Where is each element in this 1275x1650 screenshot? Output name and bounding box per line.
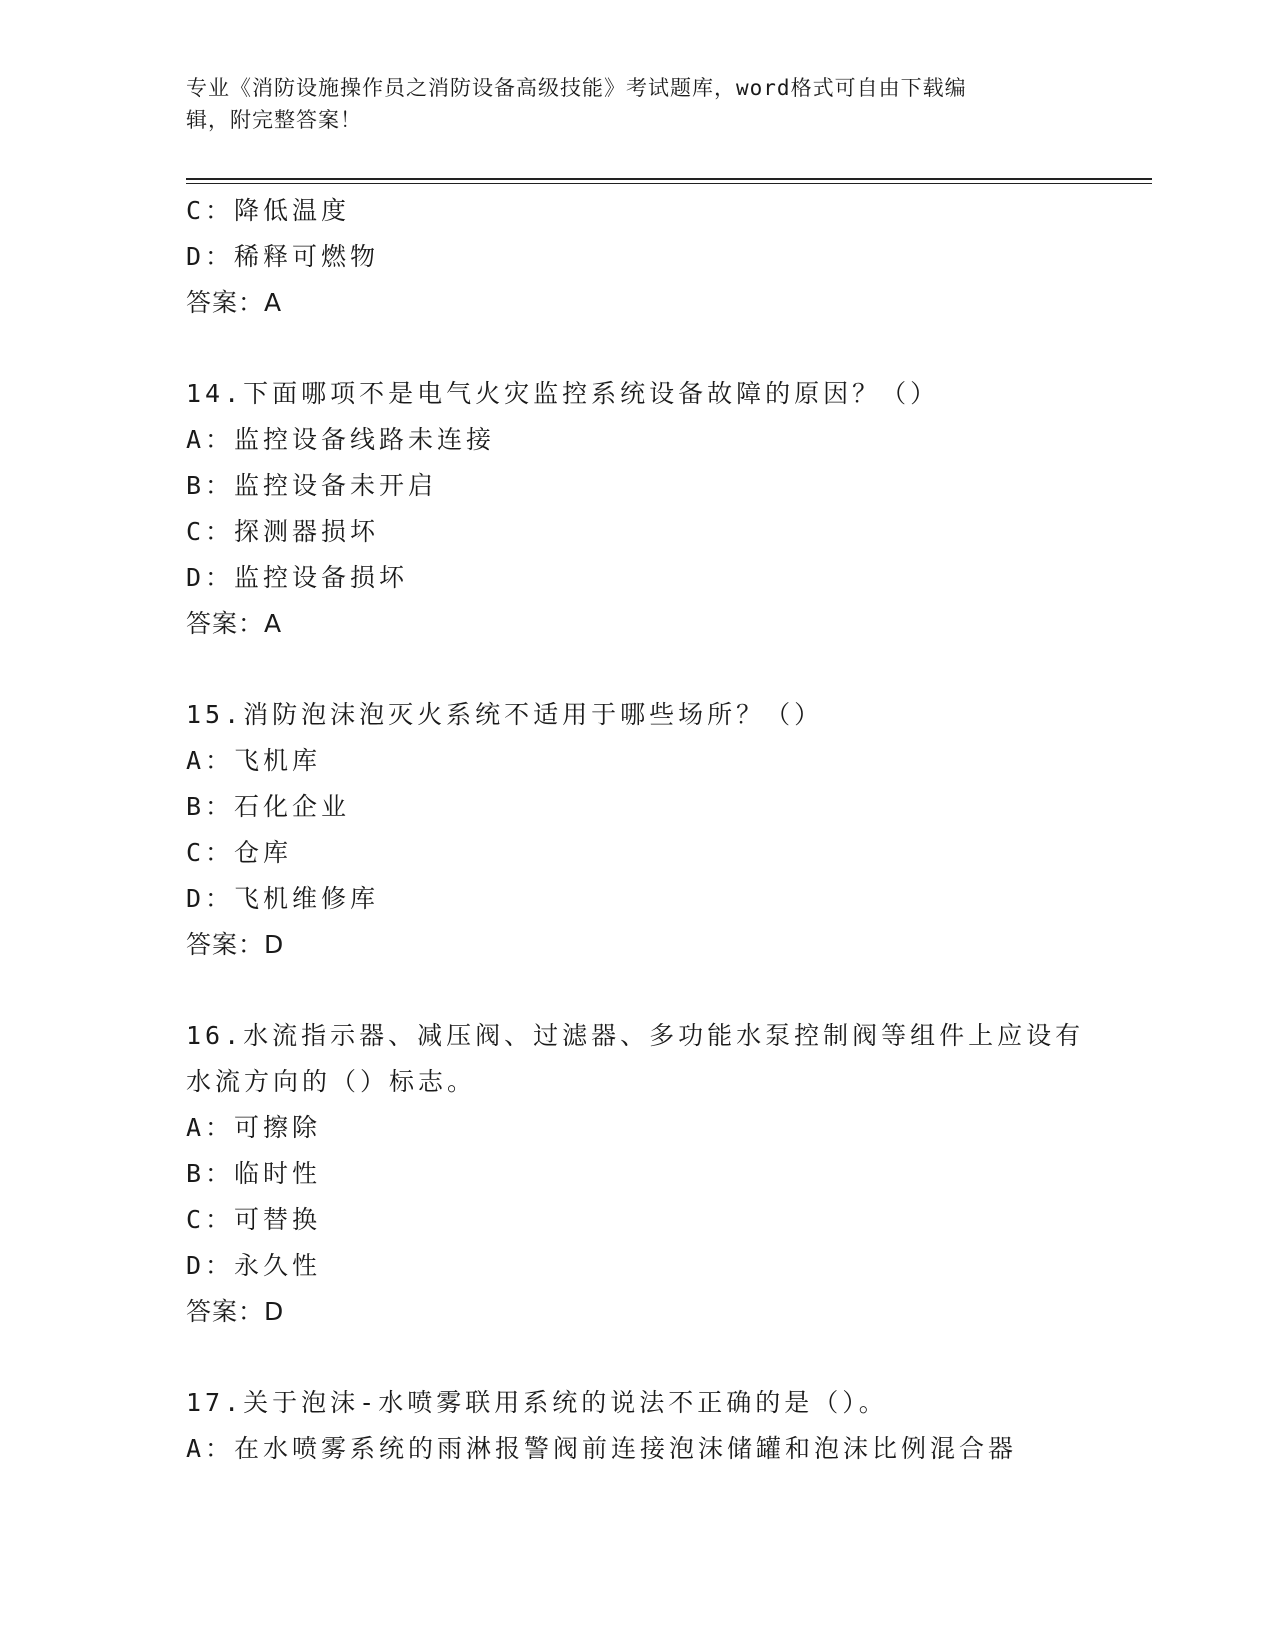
q16-stem-line-2: 水流方向的（）标志。 bbox=[186, 1067, 477, 1096]
question-list bbox=[186, 188, 1086, 1472]
q14-option-c: C：探测器损坏 bbox=[186, 517, 380, 546]
header-line-1: 专业《消防设施操作员之消防设备高级技能》考试题库，word格式可自由下载编 bbox=[186, 76, 967, 100]
q14-option-b: B：监控设备未开启 bbox=[186, 471, 438, 500]
prev-option-d: D：稀释可燃物 bbox=[186, 242, 380, 271]
q14-answer: 答案：A bbox=[186, 609, 283, 638]
q15-option-d: D：飞机维修库 bbox=[186, 884, 380, 913]
q16-option-c: C：可替换 bbox=[186, 1205, 322, 1234]
q14-stem: 14.下面哪项不是电气火灾监控系统设备故障的原因？（） bbox=[186, 379, 940, 408]
q16-stem-line-1: 16.水流指示器、减压阀、过滤器、多功能水泵控制阀等组件上应设有 bbox=[186, 1021, 1085, 1050]
q15-option-a: A：飞机库 bbox=[186, 746, 322, 775]
prev-option-c: C：降低温度 bbox=[186, 196, 351, 225]
q15-option-b: B：石化企业 bbox=[186, 792, 351, 821]
q15-stem: 15.消防泡沫泡灭火系统不适用于哪些场所？（） bbox=[186, 700, 824, 729]
prev-answer: 答案：A bbox=[186, 288, 283, 317]
q16-option-d: D：永久性 bbox=[186, 1251, 322, 1280]
q17-stem: 17.关于泡沫-水喷雾联用系统的说法不正确的是（）。 bbox=[186, 1388, 888, 1417]
document-header bbox=[186, 72, 1066, 136]
header-rule-thin bbox=[186, 183, 1152, 184]
q16-option-a: A：可擦除 bbox=[186, 1113, 322, 1142]
header-line-2: 辑，附完整答案！ bbox=[186, 108, 362, 132]
q15-option-c: C：仓库 bbox=[186, 838, 293, 867]
q14-option-d: D：监控设备损坏 bbox=[186, 563, 409, 592]
q17-option-a: A：在水喷雾系统的雨淋报警阀前连接泡沫储罐和泡沫比例混合器 bbox=[186, 1434, 1018, 1463]
q16-answer: 答案：D bbox=[186, 1297, 285, 1326]
header-rule-thick bbox=[186, 178, 1152, 180]
q14-option-a: A：监控设备线路未连接 bbox=[186, 425, 496, 454]
q16-option-b: B：临时性 bbox=[186, 1159, 322, 1188]
q15-answer: 答案：D bbox=[186, 930, 285, 959]
